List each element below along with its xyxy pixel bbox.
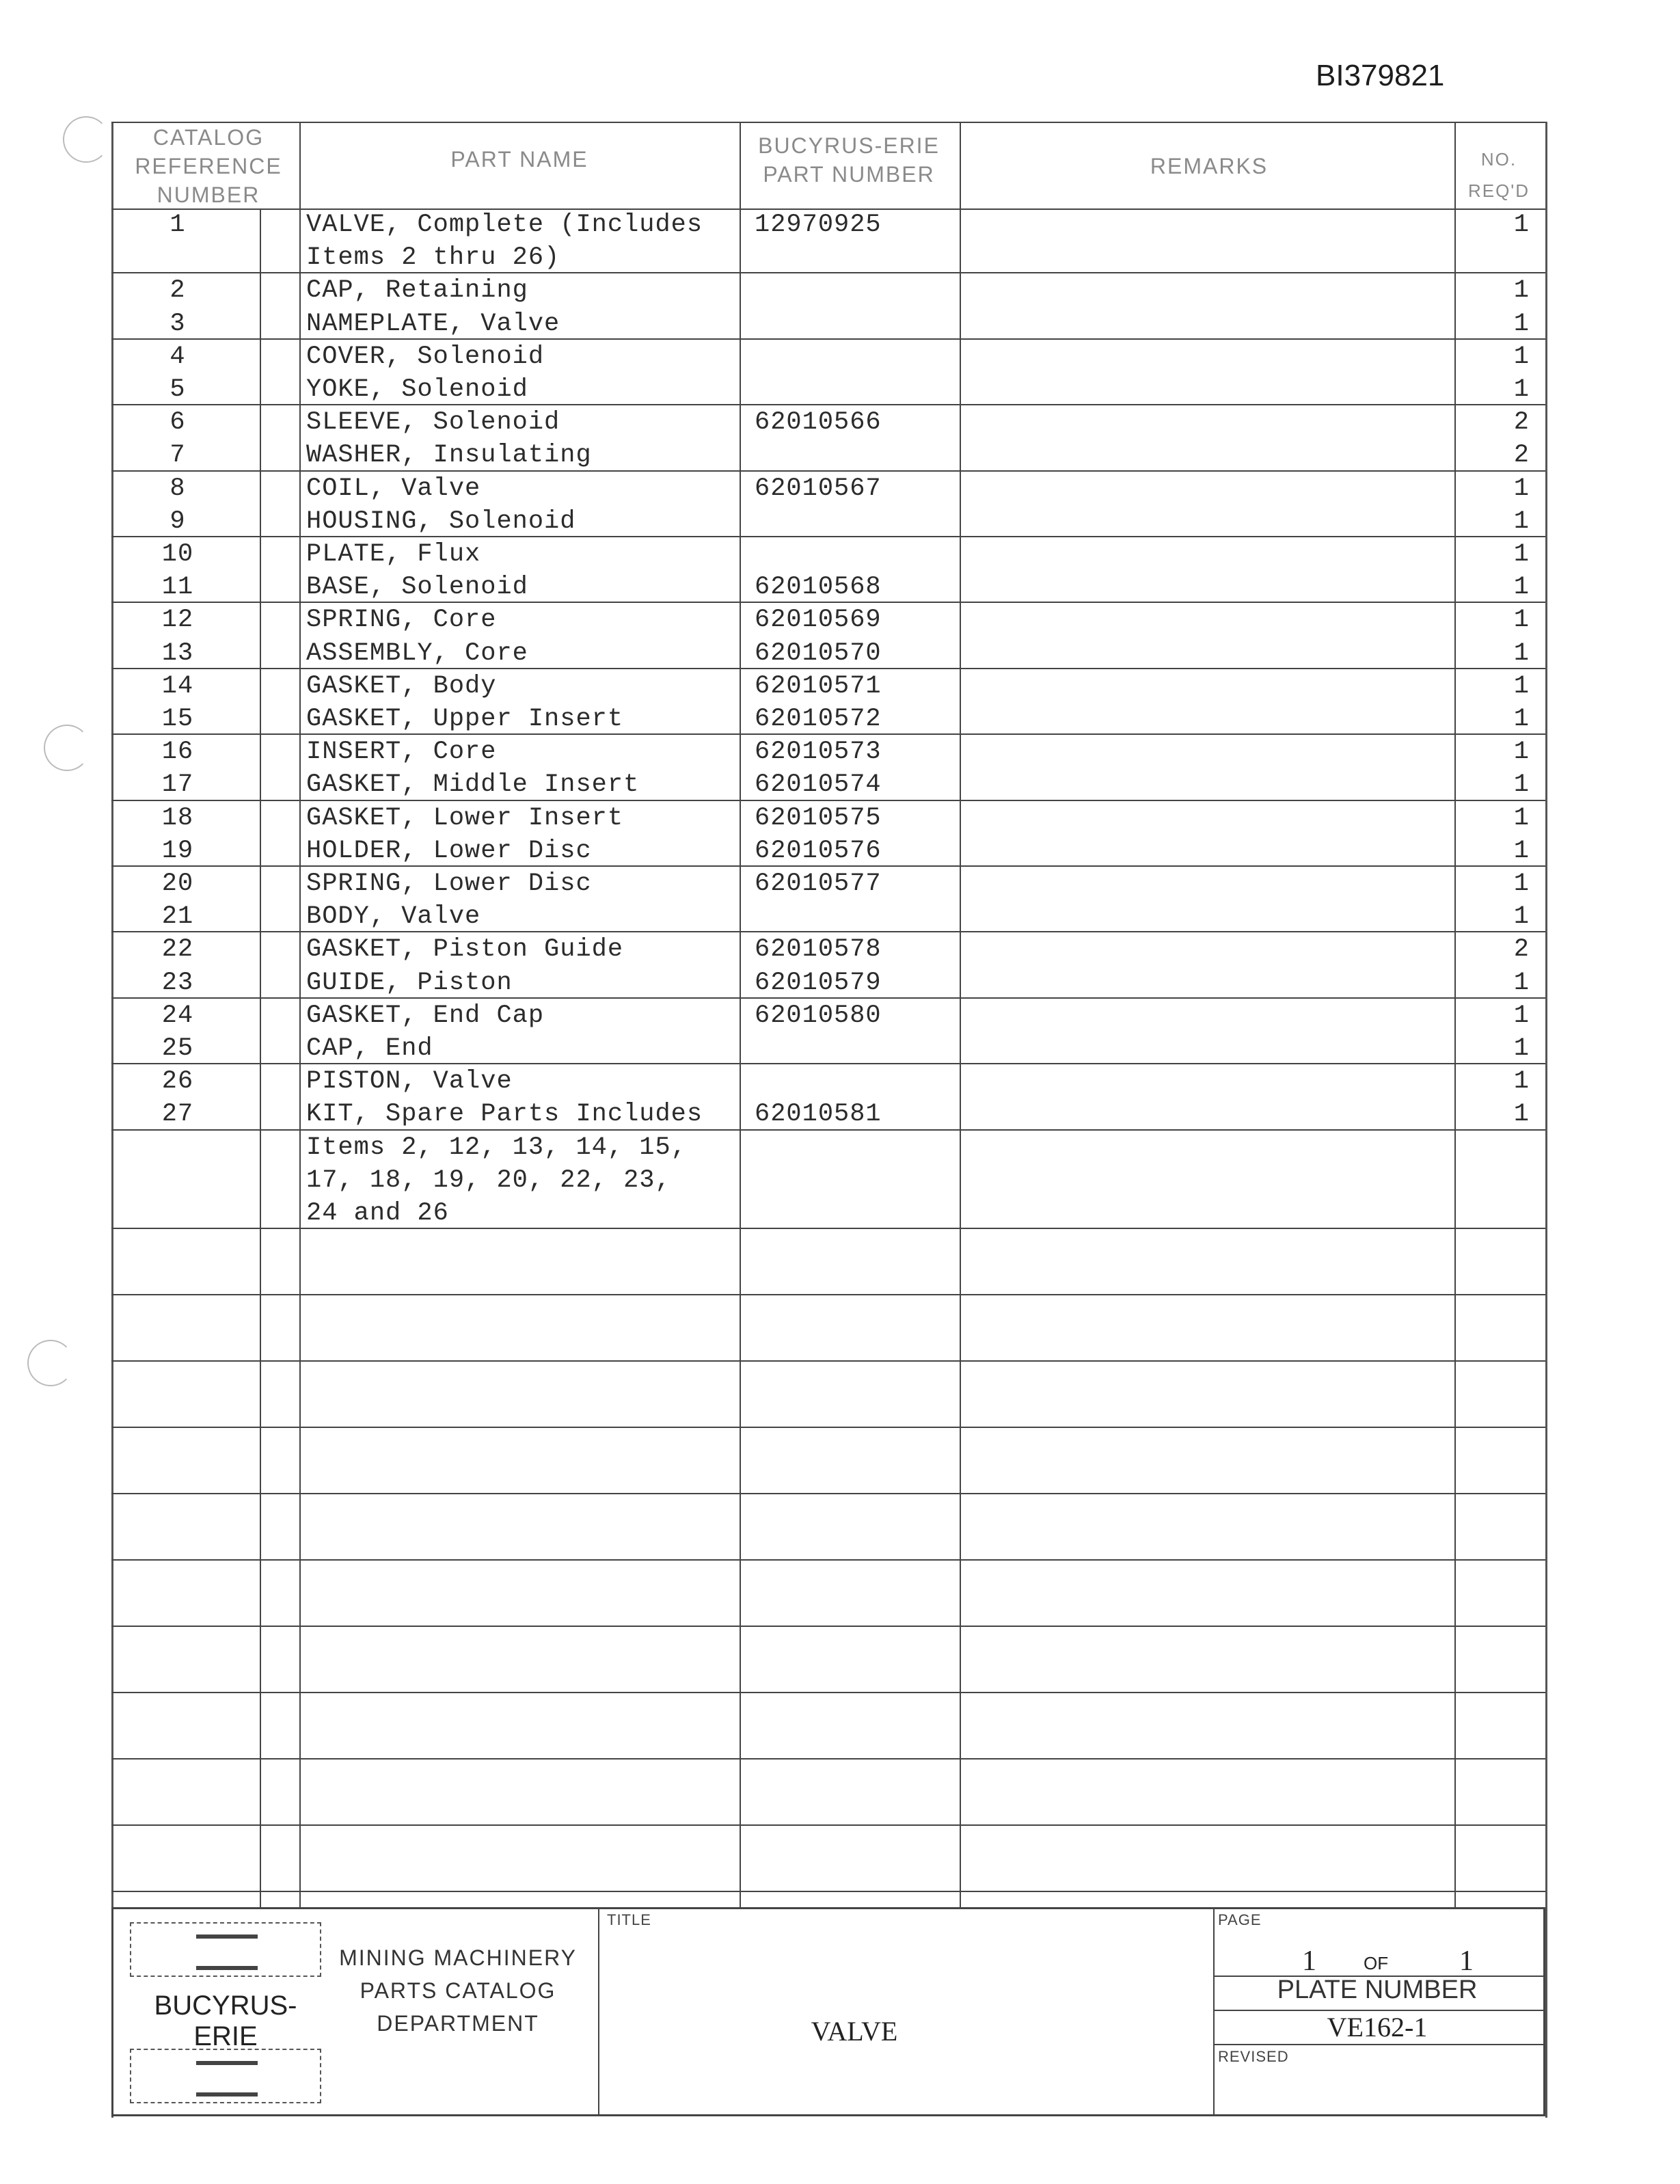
- ref-number: 4: [170, 342, 186, 371]
- row-rule: [111, 404, 1545, 405]
- part-name: GASKET, Middle Insert: [306, 770, 640, 800]
- plate-number-label: PLATE NUMBER: [1277, 1976, 1478, 2004]
- qty-required: 1: [1513, 1100, 1530, 1129]
- qty-required: 1: [1513, 638, 1530, 668]
- row-rule: [111, 1824, 1545, 1826]
- page-label: PAGE: [1218, 1911, 1262, 1928]
- divider-part-name: [740, 122, 741, 1907]
- part-name: GASKET, Upper Insert: [306, 705, 624, 733]
- row-rule: [111, 997, 1545, 999]
- be-part-number: 62010577: [755, 869, 882, 898]
- be-part-number: 62010575: [755, 803, 882, 833]
- page-total: 1: [1459, 1945, 1474, 1977]
- ref-number: 16: [161, 738, 194, 767]
- part-name: Items 2, 12, 13, 14, 15,: [306, 1133, 687, 1162]
- ref-number: 9: [170, 507, 186, 536]
- part-name: SPRING, Core: [306, 606, 497, 635]
- page-number: 1: [1302, 1945, 1316, 1977]
- part-name: PLATE, Flux: [306, 540, 481, 569]
- row-rule: [111, 1360, 1545, 1362]
- ref-number: 18: [161, 803, 194, 833]
- be-part-number: 62010566: [755, 408, 882, 437]
- ref-number: 25: [161, 1034, 194, 1063]
- be-part-number: 62010570: [755, 638, 882, 668]
- plate-number-value: VE162-1: [1327, 2012, 1428, 2043]
- ref-number: 19: [161, 836, 194, 865]
- ref-number: 26: [161, 1067, 194, 1096]
- qty-required: 1: [1513, 1001, 1530, 1030]
- header-bottom-rule: [111, 208, 1545, 210]
- be-part-number: 12970925: [755, 211, 882, 239]
- qty-required: 1: [1513, 1067, 1530, 1096]
- qty-required: 1: [1513, 309, 1530, 338]
- be-part-number: 62010567: [755, 474, 882, 503]
- document-id: BI379821: [1316, 59, 1445, 92]
- qty-required: 1: [1513, 836, 1530, 865]
- row-rule: [111, 668, 1545, 669]
- part-name: 17, 18, 19, 20, 22, 23,: [306, 1165, 671, 1195]
- qty-required: 1: [1513, 671, 1530, 701]
- be-part-number: 62010573: [755, 738, 882, 767]
- dept-line-1: MINING MACHINERY: [339, 1945, 577, 1970]
- qty-required: 1: [1513, 1034, 1530, 1063]
- row-rule: [111, 1493, 1545, 1494]
- header-remarks: REMARKS: [1150, 154, 1269, 178]
- part-name: SPRING, Lower Disc: [306, 869, 592, 898]
- row-rule: [111, 865, 1545, 867]
- row-rule: [111, 602, 1545, 603]
- logo-bottom-mark: [130, 2049, 321, 2103]
- row-rule: [111, 733, 1545, 735]
- part-name: HOLDER, Lower Disc: [306, 836, 592, 865]
- row-rule: [111, 1758, 1545, 1760]
- qty-required: 1: [1513, 211, 1530, 239]
- row-rule: [111, 800, 1545, 801]
- ref-number: 10: [161, 540, 194, 569]
- part-name: GASKET, Piston Guide: [306, 935, 624, 965]
- logo-emblem-bottom: [196, 2061, 258, 2097]
- header-part-name: PART NAME: [450, 147, 588, 172]
- be-part-number: 62010574: [755, 770, 882, 800]
- qty-required: 1: [1513, 968, 1530, 997]
- ref-number: 8: [170, 474, 186, 503]
- qty-required: 1: [1513, 474, 1530, 503]
- part-name: GASKET, Body: [306, 671, 497, 701]
- ref-number: 6: [170, 408, 186, 437]
- row-rule: [111, 1626, 1545, 1627]
- ref-number: 1: [170, 211, 186, 239]
- part-name: BODY, Valve: [306, 902, 481, 932]
- ref-number: 14: [161, 671, 194, 701]
- part-name: Items 2 thru 26): [306, 243, 560, 273]
- be-part-number: 62010568: [755, 573, 882, 602]
- row-rule: [111, 536, 1545, 537]
- divider-be-part: [960, 122, 961, 1907]
- part-name: SLEEVE, Solenoid: [306, 408, 560, 437]
- page-of: OF: [1364, 1953, 1389, 1973]
- be-part-number: 62010572: [755, 705, 882, 733]
- be-part-number: 62010571: [755, 671, 882, 701]
- revised-divider: [1213, 2044, 1545, 2045]
- header-be-part-number: BUCYRUS-ERIE PART NUMBER: [758, 133, 940, 187]
- ref-number: 7: [170, 441, 186, 470]
- row-rule: [111, 1294, 1545, 1295]
- be-part-number: 62010579: [755, 968, 882, 997]
- title-block-divider-1: [598, 1907, 599, 2116]
- row-rule: [111, 1063, 1545, 1064]
- qty-required: 1: [1513, 606, 1530, 635]
- qty-required: 1: [1513, 342, 1530, 371]
- divider-ref-left: [260, 208, 261, 1907]
- row-rule: [111, 1692, 1545, 1693]
- header-qty-required: NO. REQ'D: [1467, 149, 1530, 201]
- row-rule: [111, 931, 1545, 932]
- part-name: WASHER, Insulating: [306, 441, 592, 470]
- company-name: BUCYRUS-ERIE: [154, 1991, 297, 2051]
- qty-required: 1: [1513, 869, 1530, 898]
- part-name: GASKET, End Cap: [306, 1001, 545, 1030]
- ref-number: 24: [161, 1001, 194, 1030]
- row-rule: [111, 272, 1545, 273]
- row-rule: [111, 1129, 1545, 1131]
- be-part-number: 62010581: [755, 1100, 882, 1129]
- qty-required: 1: [1513, 540, 1530, 569]
- be-part-number: 62010580: [755, 1001, 882, 1030]
- ref-number: 2: [170, 276, 186, 306]
- row-rule: [111, 1228, 1545, 1229]
- be-part-number: 62010576: [755, 836, 882, 865]
- be-part-number: 62010569: [755, 606, 882, 635]
- qty-required: 2: [1513, 935, 1530, 965]
- ref-number: 11: [161, 573, 194, 602]
- qty-required: 1: [1513, 276, 1530, 306]
- department-block: [321, 1941, 595, 2040]
- ref-number: 15: [161, 705, 194, 733]
- row-rule: [111, 338, 1545, 340]
- qty-required: 1: [1513, 902, 1530, 932]
- part-name: NAMEPLATE, Valve: [306, 309, 560, 338]
- part-name: ASSEMBLY, Core: [306, 638, 528, 668]
- part-name: 24 and 26: [306, 1199, 449, 1228]
- part-name: CAP, Retaining: [306, 276, 528, 306]
- dept-line-2: PARTS CATALOG: [360, 1978, 556, 2003]
- header-ref-number: CATALOG REFERENCE NUMBER: [135, 125, 282, 207]
- ref-number: 22: [161, 935, 194, 965]
- part-name: GASKET, Lower Insert: [306, 803, 624, 833]
- part-name: BASE, Solenoid: [306, 573, 528, 602]
- punch-hole-lower: [27, 1340, 74, 1386]
- part-name: VALVE, Complete (Includes: [306, 211, 703, 239]
- ref-number: 5: [170, 375, 186, 404]
- qty-required: 1: [1513, 573, 1530, 602]
- qty-required: 1: [1513, 803, 1530, 833]
- qty-required: 1: [1513, 738, 1530, 767]
- part-name: CAP, End: [306, 1034, 433, 1063]
- part-name: GUIDE, Piston: [306, 968, 513, 997]
- divider-ref: [299, 122, 301, 1907]
- qty-required: 1: [1513, 375, 1530, 404]
- row-rule: [111, 1427, 1545, 1428]
- part-name: KIT, Spare Parts Includes: [306, 1100, 703, 1129]
- qty-required: 1: [1513, 705, 1530, 733]
- qty-required: 1: [1513, 507, 1530, 536]
- row-rule: [111, 1891, 1545, 1892]
- title-value: VALVE: [811, 2016, 898, 2047]
- dept-line-3: DEPARTMENT: [377, 2011, 539, 2036]
- logo-top-mark: [130, 1922, 321, 1977]
- ref-number: 27: [161, 1100, 194, 1129]
- ref-number: 20: [161, 869, 194, 898]
- part-name: YOKE, Solenoid: [306, 375, 528, 404]
- row-rule: [111, 470, 1545, 472]
- punch-hole-middle: [44, 725, 90, 771]
- revised-label: REVISED: [1218, 2048, 1289, 2065]
- part-name: HOUSING, Solenoid: [306, 507, 576, 536]
- ref-number: 12: [161, 606, 194, 635]
- ref-number: 3: [170, 309, 186, 338]
- qty-required: 2: [1513, 441, 1530, 470]
- row-rule: [111, 1559, 1545, 1561]
- punch-hole-top: [63, 116, 109, 163]
- part-name: INSERT, Core: [306, 738, 497, 767]
- bucyrus-erie-logo: [123, 1922, 328, 2107]
- qty-required: 2: [1513, 408, 1530, 437]
- title-label: TITLE: [607, 1911, 651, 1928]
- logo-emblem-top: [196, 1934, 258, 1970]
- be-part-number: 62010578: [755, 935, 882, 965]
- part-name: PISTON, Valve: [306, 1067, 513, 1096]
- ref-number: 17: [161, 770, 194, 800]
- ref-number: 13: [161, 638, 194, 668]
- qty-required: 1: [1513, 770, 1530, 800]
- part-name: COVER, Solenoid: [306, 342, 545, 371]
- header-top-rule: [111, 122, 1545, 123]
- ref-number: 23: [161, 968, 194, 997]
- divider-remarks: [1454, 122, 1456, 1907]
- ref-number: 21: [161, 902, 194, 932]
- part-name: COIL, Valve: [306, 474, 481, 503]
